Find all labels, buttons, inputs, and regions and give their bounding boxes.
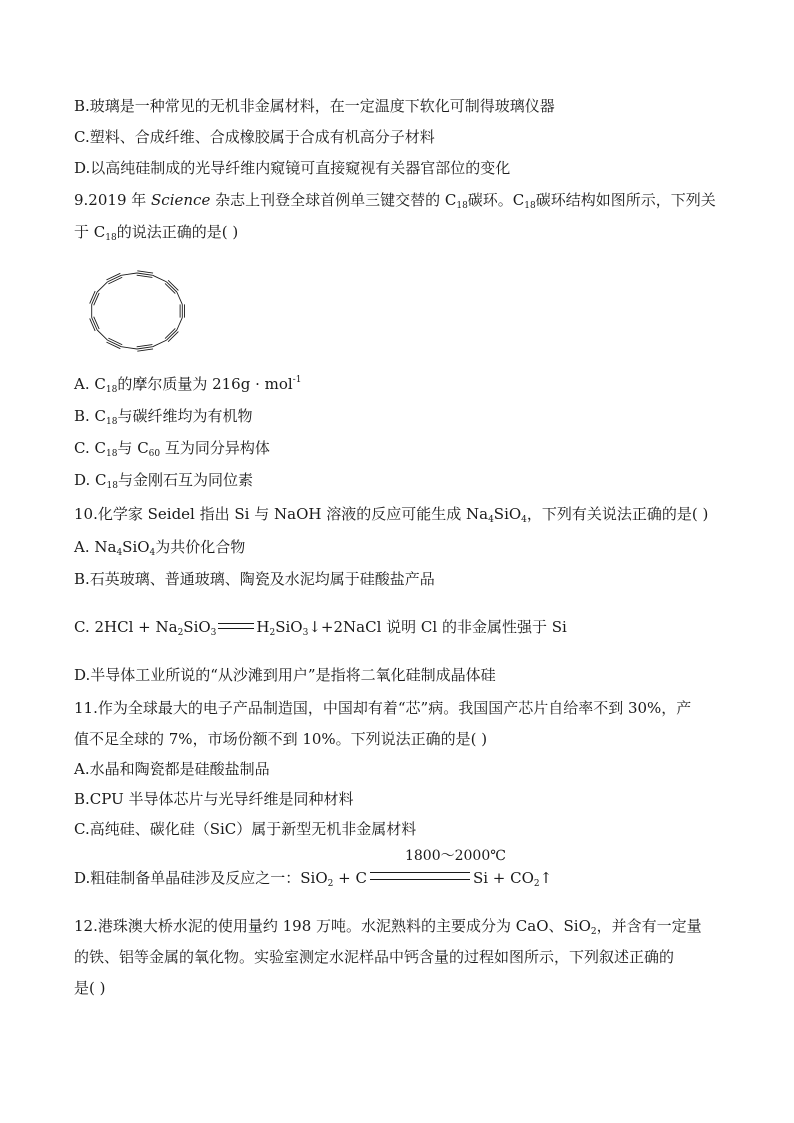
q10-option-b: B.石英玻璃、普通玻璃、陶瓷及水泥均属于硅酸盐产品 [74, 570, 435, 588]
single-bond [153, 275, 167, 282]
triple-bond [137, 345, 153, 347]
q9-option-c: C. $C_{18}$与 $C_{60}$ 互为同分异构体 [74, 439, 270, 459]
reaction-condition-arrow [367, 848, 506, 888]
triple-bond [137, 273, 153, 275]
q9-option-d: D. $C_{18}$与金刚石互为同位素 [74, 471, 253, 491]
q8-option-d: D.以高纯硅制成的光导纤维内窥镜可直接窥视有关器官部位的变化 [74, 159, 511, 177]
q8-option-b: B.玻璃是一种常见的无机非金属材料，在一定温度下软化可制得玻璃仪器 [74, 97, 555, 115]
q8-option-c: C.塑料、合成纤维、合成橡胶属于合成有机高分子材料 [74, 128, 435, 146]
q12-stem-line-3: 是( ) [74, 979, 106, 997]
single-bond [121, 347, 137, 349]
single-bond [121, 273, 137, 275]
single-bond [153, 340, 167, 347]
single-bond [177, 318, 182, 330]
triple-bond [137, 275, 153, 277]
single-bond [97, 282, 107, 292]
q10-option-a: A. $Na_4SiO_4$为共价化合物 [74, 538, 246, 558]
q10-option-d: D.半导体工业所说的“从沙滩到用户”是指将二氧化硅制成晶体硅 [74, 666, 496, 684]
q11-stem-line-2: 值不足全球的 7%，市场份额不到 10%。下列说法正确的是( ) [74, 730, 488, 748]
triple-bond [137, 271, 153, 273]
single-bond [97, 330, 107, 340]
q9-stem-line-1: 9.2019 年 Science 杂志上刊登全球首例单三键交替的 $C_{18}$碳环。$C_{18}$碳环结构如图所示，下列关 [74, 191, 716, 211]
triple-bond [137, 347, 153, 349]
q11-stem-line-1: 11.作为全球最大的电子产品制造国，中国却有着“芯”病。我国国产芯片自给率不到 30%，产 [74, 699, 692, 717]
equation-equals-sign [218, 623, 254, 629]
q9-stem-line-2: 于 $C_{18}$的说法正确的是( ) [74, 223, 239, 243]
q12-stem-line-2: 的铁、铝等金属的氧化物。实验室测定水泥样品中钙含量的过程如图所示，下列叙述正确的 [74, 948, 675, 966]
q10-stem: 10.化学家 Seidel 指出 Si 与 NaOH 溶液的反应可能生成 $Na_4SiO_4$，下列有关说法正确的是( ) [74, 505, 709, 525]
reaction-condition: 1800～2000℃ [404, 848, 506, 864]
q12-stem-line-1: 12.港珠澳大桥水泥的使用量约 198 万吨。水泥熟料的主要成分为 CaO、SiO$_2$，并含有一定量 [74, 917, 702, 937]
q11-option-a: A.水晶和陶瓷都是硅酸盐制品 [74, 760, 270, 778]
q9-option-b: B. $C_{18}$与碳纤维均为有机物 [74, 407, 253, 427]
q9-option-a: A. $C_{18}$的摩尔质量为 216g · mol$^{-1}$ [74, 375, 302, 395]
q11-option-c: C.高纯硅、碳化硅（SiC）属于新型无机非金属材料 [74, 820, 417, 838]
c18-ring-structure-diagram [82, 264, 192, 358]
triple-bond [137, 349, 153, 351]
q11-option-b: B.CPU 半导体芯片与光导纤维是同种材料 [74, 790, 354, 808]
q10-option-c: C. $2HCl + Na_2SiO_3$ $H_2SiO_3↓+2NaCl$ 说明 Cl 的非金属性强于 Si [74, 618, 567, 638]
q11-option-d: D.粗硅制备单晶硅涉及反应之一：SiO$_2$ + C 1800～2000℃ $Si + CO_2↑$ [74, 848, 553, 889]
single-bond [177, 292, 182, 304]
